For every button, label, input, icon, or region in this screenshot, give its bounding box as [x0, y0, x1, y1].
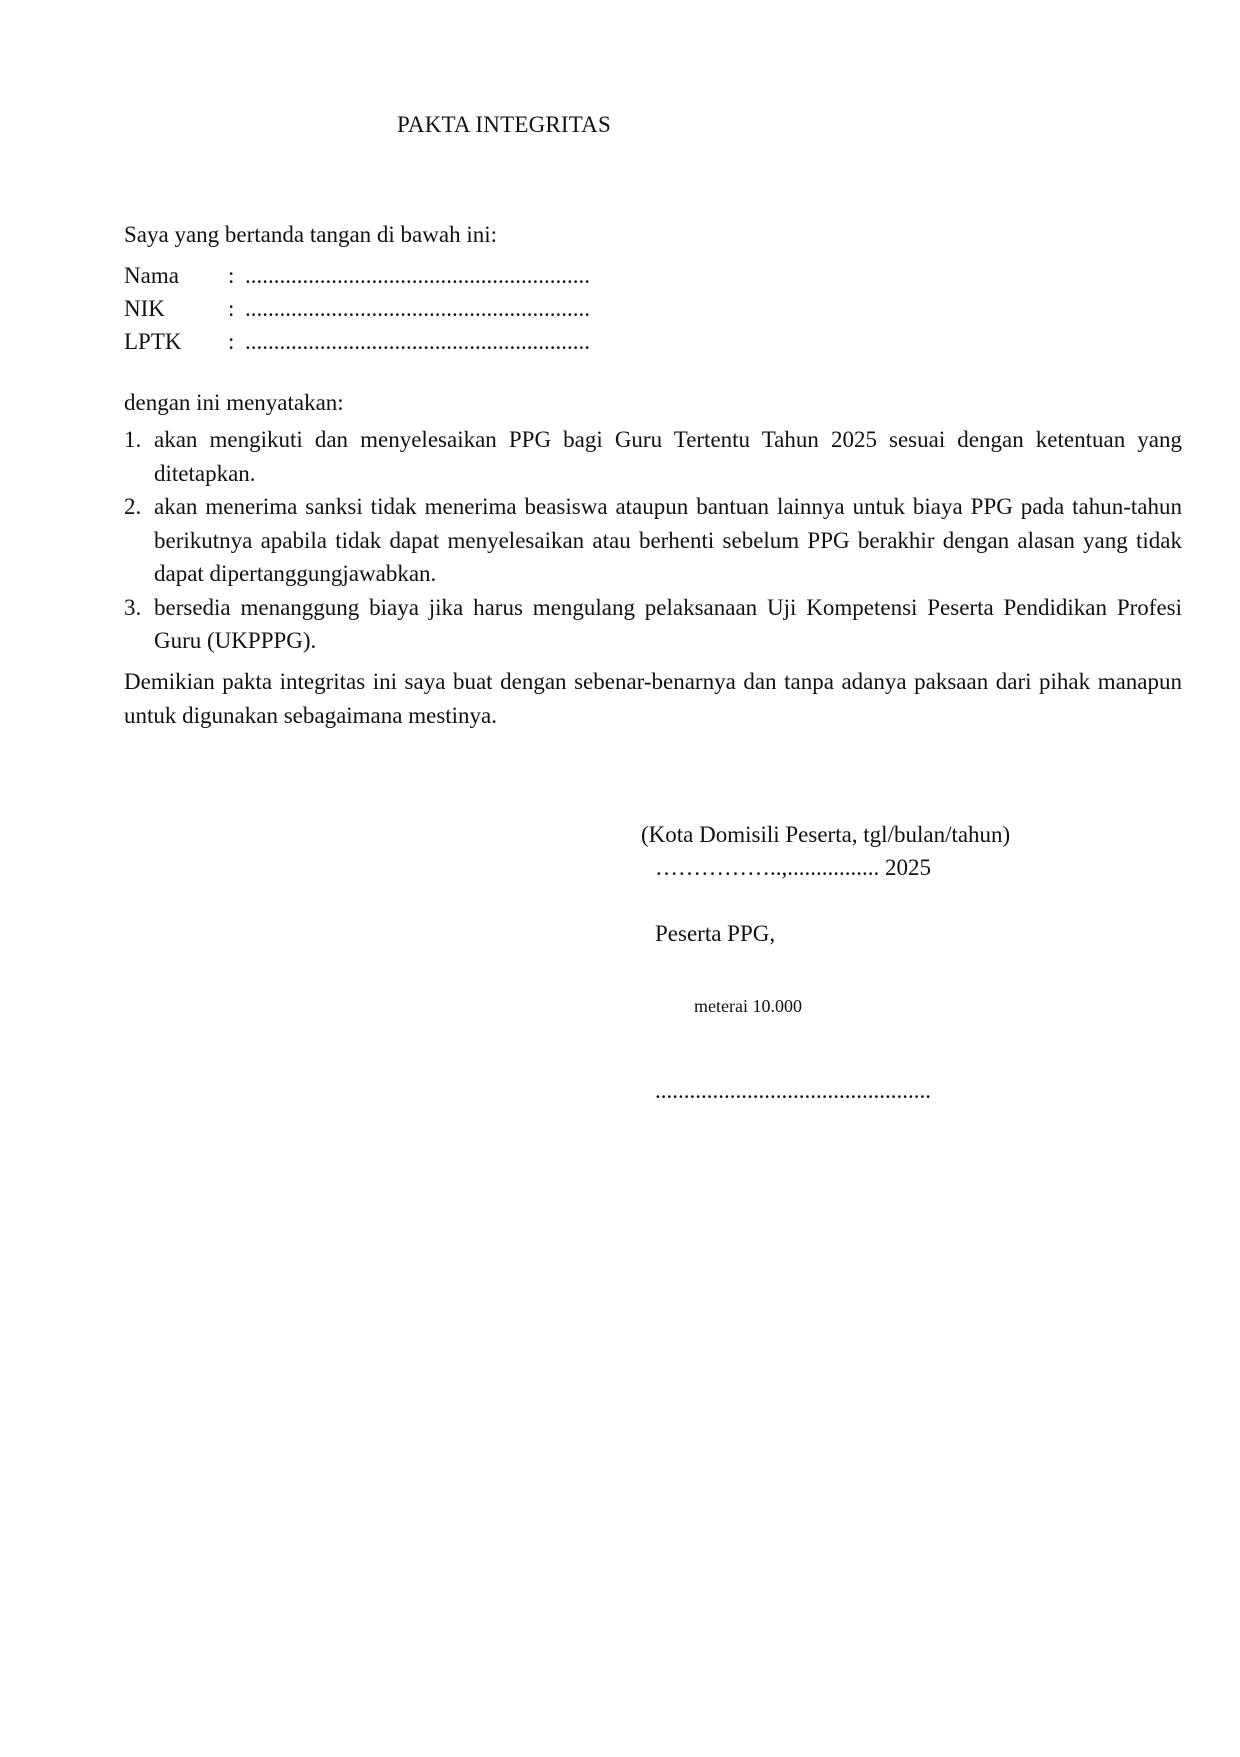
- signature-place-hint: (Kota Domisili Peserta, tgl/bulan/tahun): [641, 822, 1011, 847]
- signature-date-line: ……………..,................ 2025: [655, 855, 931, 880]
- field-label: LPTK: [124, 329, 182, 354]
- document-title: PAKTA INTEGRITAS: [397, 112, 611, 137]
- field-label: Nama: [124, 263, 179, 288]
- statement-text: akan mengikuti dan menyelesaikan PPG bagi Guru Tertentu Tahun 2025 sesuai dengan ketentuan yang ditetapkan.: [154, 427, 1182, 486]
- statement-text: akan menerima sanksi tidak menerima beasiswa ataupun bantuan lainnya untuk biaya PPG pada tahun-tahun berikutnya apabila tidak dapat menyelesaikan atau berhenti sebelum PPG berakhir dengan alasan yang tidak dapat dipertanggungjawabkan.: [154, 494, 1182, 586]
- statement-list: [124, 423, 1182, 658]
- field-colon: :: [228, 329, 235, 354]
- field-colon: :: [228, 296, 235, 321]
- intro-text: Saya yang bertanda tangan di bawah ini:: [124, 222, 497, 247]
- closing-paragraph: Demikian pakta integritas ini saya buat dengan sebenar-benarnya dan tanpa adanya paksaan dari pihak manapun untuk digunakan sebagaimana mestinya.: [124, 669, 1182, 728]
- statement-item: [124, 490, 1182, 591]
- statement-number: 3.: [124, 594, 142, 620]
- field-colon: :: [228, 263, 235, 288]
- declaration-intro: dengan ini menyatakan:: [124, 390, 344, 415]
- field-value: ............................................................: [245, 329, 590, 354]
- signature-role: Peserta PPG,: [655, 921, 776, 946]
- field-label: NIK: [124, 296, 165, 321]
- stamp-duty-note: meterai 10.000: [694, 996, 802, 1016]
- field-value: ............................................................: [245, 296, 590, 321]
- statement-item: [124, 591, 1182, 658]
- statement-number: 1.: [124, 427, 142, 452]
- field-value: ............................................................: [245, 263, 590, 288]
- signature-name-line: ................................................: [655, 1078, 931, 1103]
- statement-number: 2.: [124, 494, 142, 519]
- statement-text: bersedia menanggung biaya jika harus mengulang pelaksanaan Uji Kompetensi Peserta Pendidikan Profesi Guru (UKPPPG).: [154, 594, 1182, 653]
- statement-item: [124, 423, 1182, 490]
